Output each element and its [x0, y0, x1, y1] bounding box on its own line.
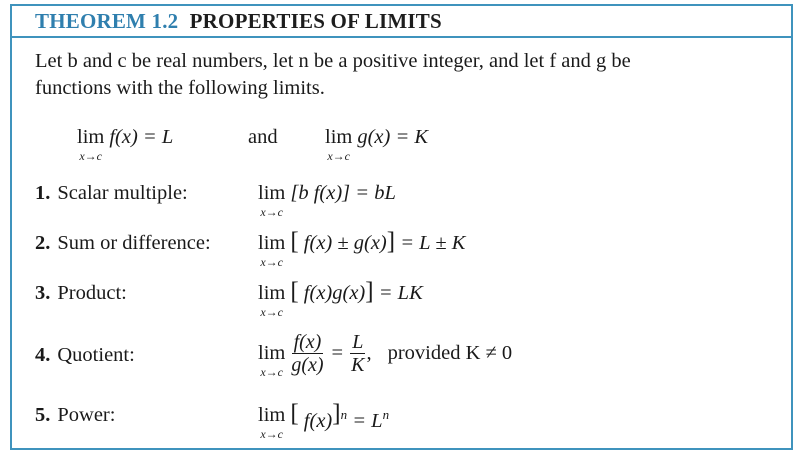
property-1-label [35, 182, 188, 204]
limit-operator: lim x→c [258, 342, 286, 379]
property-number: 5. [35, 404, 51, 426]
theorem-header [12, 6, 791, 38]
quotient-condition: provided K ≠ 0 [387, 342, 513, 364]
limit-operator: lim x→c [77, 126, 105, 163]
limit-operator: lim x→c [258, 182, 286, 219]
property-name: Sum or difference: [57, 232, 211, 254]
property-number: 1. [35, 182, 51, 204]
theorem-number: THEOREM 1.2 [35, 9, 179, 33]
limit-operator: lim x→c [258, 282, 286, 319]
limit-expression: f(x) = L [109, 126, 174, 148]
theorem-box [10, 4, 793, 450]
property-number: 2. [35, 232, 51, 254]
product-expression: [ f(x)g(x)] = LK [290, 278, 423, 305]
intro-text [35, 48, 775, 102]
sum-expression: [ f(x) ± g(x)] = L ± K [290, 228, 466, 255]
intro-line-2: functions with the following limits. [35, 77, 325, 99]
property-name: Quotient: [57, 344, 135, 366]
given-connector: and [248, 126, 278, 148]
property-name: Power: [57, 404, 116, 426]
limit-operator: lim x→c [325, 126, 353, 163]
limit-expression: g(x) = K [357, 126, 429, 148]
property-3-label [35, 282, 127, 304]
property-5-formula [258, 400, 390, 441]
given-limit-g [325, 126, 428, 163]
property-1-formula [258, 182, 396, 219]
property-3-formula [258, 278, 423, 319]
theorem-title: PROPERTIES OF LIMITS [189, 9, 442, 33]
property-2-label [35, 232, 211, 254]
quotient-fraction: $\frac{f(x)}{g(x)}$ [291, 331, 324, 376]
property-name: Scalar multiple: [57, 182, 188, 204]
property-2-formula [258, 228, 466, 269]
limit-operator: lim x→c [258, 404, 286, 441]
scalar-expression: [b f(x)] = bL [290, 182, 396, 204]
given-limit-f [77, 126, 173, 163]
property-4-formula: lim x→c $\frac{f(x)}{g(x)}$ = $\frac{L}{K}$ , provided K ≠ 0 [258, 331, 513, 379]
property-number: 4. [35, 344, 51, 366]
limit-operator: lim x→c [258, 232, 286, 269]
power-expression: [ $f(x)]^n = L^n$ [290, 400, 390, 432]
quotient-result-fraction: $\frac{L}{K}$ [351, 331, 365, 376]
intro-line-1: Let b and c be real numbers, let n be a positive integer, and let f and g be [35, 50, 631, 72]
property-number: 3. [35, 282, 51, 304]
property-name: Product: [57, 282, 127, 304]
property-5-label [35, 404, 115, 426]
property-4-label [35, 344, 135, 366]
